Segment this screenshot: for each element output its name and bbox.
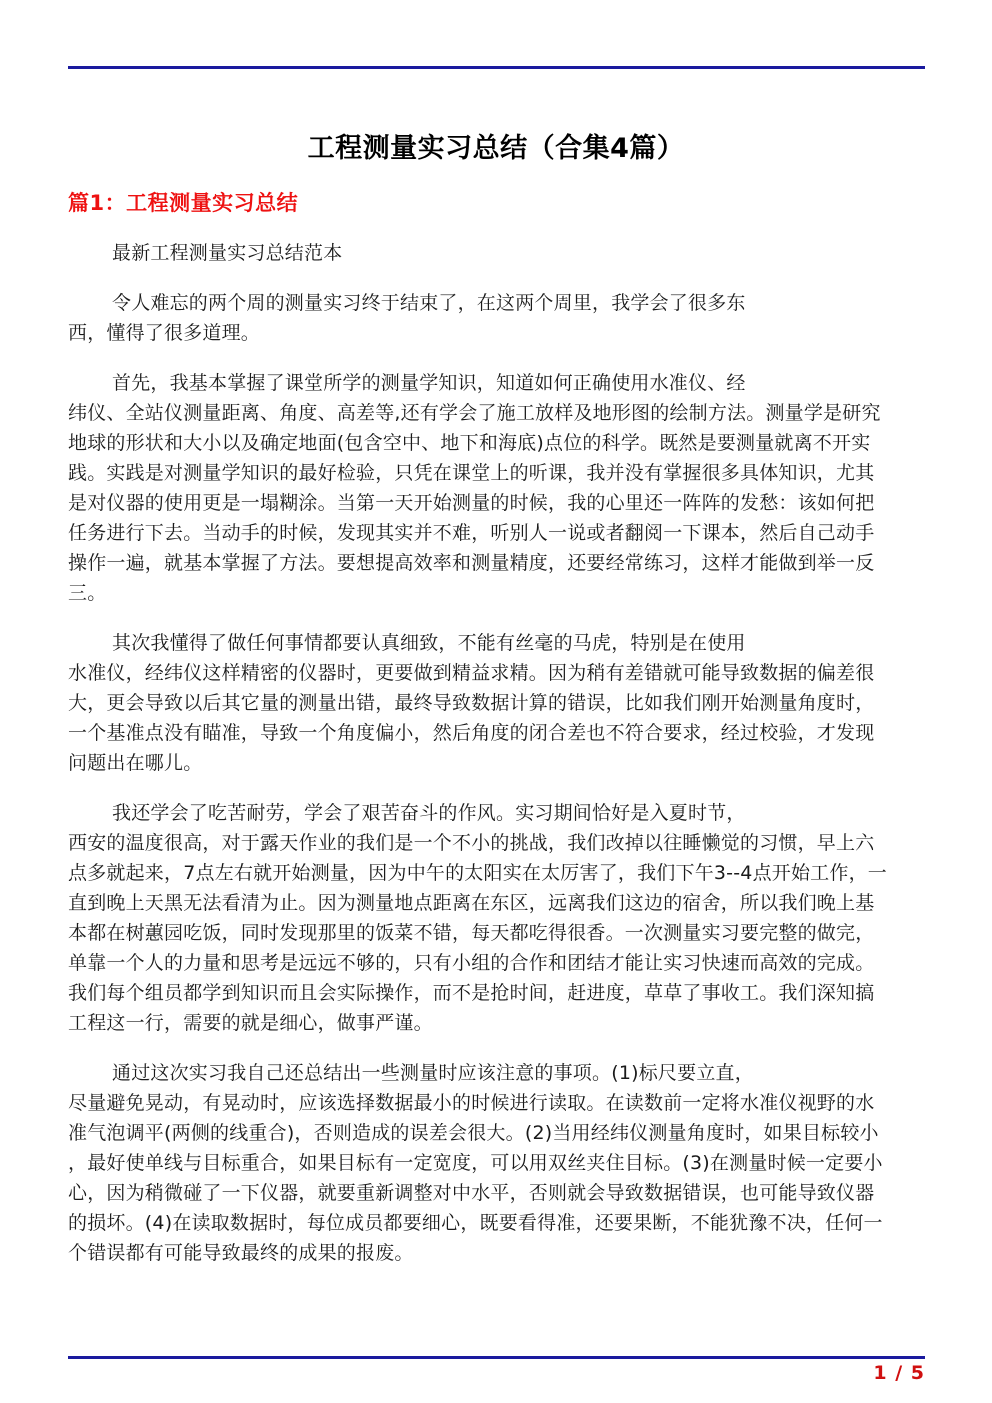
paragraph-line: 操作一遍，就基本掌握了方法。要想提高效率和测量精度，还要经常练习，这样才能做到举一反 [68, 552, 875, 574]
document-body [68, 238, 928, 1268]
paragraph-line: ，最好使单线与目标重合，如果目标有一定宽度，可以用双丝夹住目标。(3)在测量时候一定要小 [68, 1152, 883, 1174]
paragraph [68, 368, 928, 608]
paragraph-line: 单靠一个人的力量和思考是远远不够的，只有小组的合作和团结才能让实习快速而高效的完成。 [68, 952, 875, 974]
page-number: 1 / 5 [873, 1362, 925, 1384]
paragraph-line: 本都在树蕙园吃饭，同时发现那里的饭菜不错，每天都吃得很香。一次测量实习要完整的做完， [68, 922, 875, 944]
paragraph-line: 西，懂得了很多道理。 [68, 322, 261, 344]
paragraph-line: 令人难忘的两个周的测量实习终于结束了，在这两个周里，我学会了很多东 [112, 292, 746, 314]
paragraph-line: 我们每个组员都学到知识而且会实际操作，而不是抢时间，赶进度，草草了事收工。我们深知搞 [68, 982, 875, 1004]
paragraph-line: 最新工程测量实习总结范本 [112, 242, 343, 264]
paragraph [68, 238, 928, 268]
paragraph-line: 工程这一行，需要的就是细心，做事严谨。 [68, 1012, 433, 1034]
paragraph [68, 288, 928, 348]
paragraph-line: 水准仪，经纬仪这样精密的仪器时，更要做到精益求精。因为稍有差错就可能导致数据的偏差很 [68, 662, 875, 684]
paragraph-line: 其次我懂得了做任何事情都要认真细致，不能有丝毫的马虎，特别是在使用 [112, 632, 746, 654]
header-rule [68, 66, 925, 69]
paragraph-line: 大，更会导致以后其它量的测量出错，最终导致数据计算的错误，比如我们刚开始测量角度时， [68, 692, 875, 714]
paragraph-line: 的损坏。(4)在读取数据时，每位成员都要细心，既要看得准，还要果断，不能犹豫不决，任何一 [68, 1212, 883, 1234]
paragraph-line: 准气泡调平(两侧的线重合)，否则造成的误差会很大。(2)当用经纬仪测量角度时，如果目标较小 [68, 1122, 879, 1144]
page-title: 工程测量实习总结（合集4篇） [307, 133, 685, 164]
paragraph-line: 首先，我基本掌握了课堂所学的测量学知识，知道如何正确使用水准仪、经 [112, 372, 746, 394]
paragraph-line: 尽量避免晃动，有晃动时，应该选择数据最小的时候进行读取。在读数前一定将水准仪视野的水 [68, 1092, 875, 1114]
paragraph-line: 问题出在哪儿。 [68, 752, 203, 774]
paragraph-line: 纬仪、全站仪测量距离、角度、高差等,还有学会了施工放样及地形图的绘制方法。测量学是研究 [68, 402, 881, 424]
paragraph-line: 点多就起来，7点左右就开始测量，因为中午的太阳实在太厉害了，我们下午3--4点开始工作，一 [68, 862, 887, 884]
paragraph-line: 心，因为稍微碰了一下仪器，就要重新调整对中水平，否则就会导致数据错误，也可能导致仪器 [68, 1182, 875, 1204]
paragraph [68, 798, 928, 1038]
paragraph-line: 任务进行下去。当动手的时候，发现其实并不难，听别人一说或者翻阅一下课本，然后自己动手 [68, 522, 875, 544]
paragraph-line: 三。 [68, 582, 107, 604]
paragraph-line: 我还学会了吃苦耐劳，学会了艰苦奋斗的作风。实习期间恰好是入夏时节， [112, 802, 746, 824]
paragraph-line: 践。实践是对测量学知识的最好检验，只凭在课堂上的听课，我并没有掌握很多具体知识，尤其 [68, 462, 875, 484]
paragraph-line: 一个基准点没有瞄准，导致一个角度偏小，然后角度的闭合差也不符合要求，经过校验，才发现 [68, 722, 875, 744]
paragraph [68, 628, 928, 778]
section-heading: 篇1：工程测量实习总结 [68, 191, 299, 215]
paragraph-line: 直到晚上天黑无法看清为止。因为测量地点距离在东区，远离我们这边的宿舍，所以我们晚上基 [68, 892, 875, 914]
paragraph-line: 是对仪器的使用更是一塌糊涂。当第一天开始测量的时候，我的心里还一阵阵的发愁：该如何把 [68, 492, 875, 514]
paragraph-line: 通过这次实习我自己还总结出一些测量时应该注意的事项。(1)标尺要立直， [112, 1062, 754, 1084]
paragraph-line: 地球的形状和大小以及确定地面(包含空中、地下和海底)点位的科学。既然是要测量就离不开实 [68, 432, 871, 454]
paragraph-line: 西安的温度很高，对于露天作业的我们是一个不小的挑战，我们改掉以往睡懒觉的习惯，早上六 [68, 832, 875, 854]
footer-rule [68, 1356, 925, 1359]
paragraph-line: 个错误都有可能导致最终的成果的报废。 [68, 1242, 414, 1264]
paragraph [68, 1058, 928, 1268]
